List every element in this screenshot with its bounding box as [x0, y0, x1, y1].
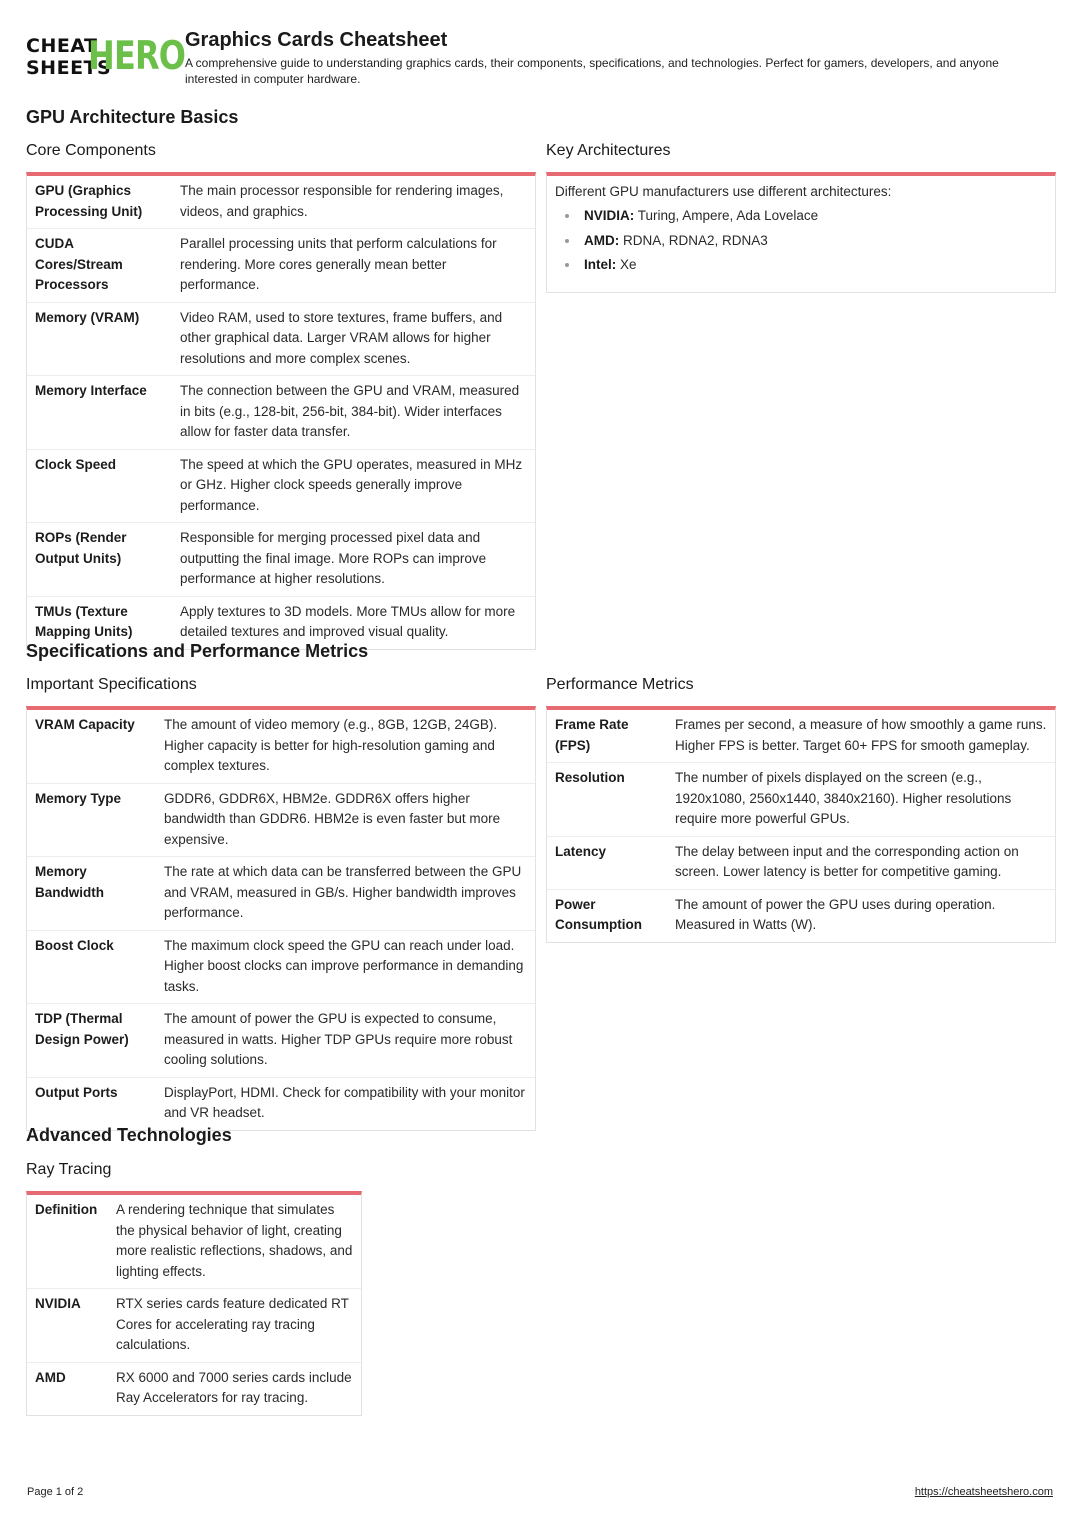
table-row [27, 1078, 535, 1130]
table-row [27, 303, 535, 377]
row-term: ROPs (Render Output Units) [35, 530, 127, 566]
table-row [27, 1004, 535, 1078]
row-term: TDP (Thermal Design Power) [35, 1011, 129, 1047]
row-description: The maximum clock speed the GPU can reach under load. Higher boost clocks can improve performance in demanding tasks. [164, 937, 524, 994]
row-description: RTX series cards feature dedicated RT Cores for accelerating ray tracing calculations. [116, 1296, 349, 1352]
table-row [27, 710, 535, 784]
row-description: The number of pixels displayed on the screen (e.g., 1920x1080, 2560x1440, 3840x2160). Higher resolutions require more powerful GPUs. [675, 770, 1012, 826]
page-number: Page 1 of 2 [27, 1486, 84, 1498]
row-term: Power Consumption [555, 896, 642, 932]
performance-metrics-card [546, 706, 1056, 943]
section-title-specs: Specifications and Performance Metrics [26, 641, 369, 661]
card-title-core-components: Core Components [26, 142, 156, 159]
card-title-ray-tracing: Ray Tracing [26, 1161, 112, 1178]
row-description: The connection between the GPU and VRAM, measured in bits (e.g., 128-bit, 256-bit, 384-bit). Wider interfaces allow for faster data transfer. [180, 383, 520, 439]
card-title-key-architectures: Key Architectures [546, 142, 671, 159]
row-term: Memory Type [35, 790, 122, 806]
row-description: The rate at which data can be transferred between the GPU and VRAM, measured in GB/s. Higher bandwidth improves performance. [164, 864, 522, 920]
list-item [565, 204, 1047, 229]
row-description: The delay between input and the corresponding action on screen. Lower latency is better for competitive gaming. [675, 843, 1019, 879]
row-term: Boost Clock [35, 937, 114, 953]
row-description: The amount of video memory (e.g., 8GB, 12GB, 24GB). Higher capacity is better for high-resolution gaming and complex textures. [164, 717, 498, 773]
important-specs-table [27, 710, 535, 1130]
row-term: Memory Bandwidth [35, 864, 104, 900]
key-architectures-intro: Different GPU manufacturers use different architectures: [555, 184, 892, 199]
core-components-table [27, 176, 535, 649]
page-title: Graphics Cards Cheatsheet [185, 29, 448, 51]
logo [26, 34, 186, 80]
table-row [27, 1195, 361, 1289]
row-description: The amount of power the GPU uses during operation. Measured in Watts (W). [675, 896, 996, 932]
card-title-performance-metrics: Performance Metrics [546, 676, 694, 693]
table-row [547, 890, 1055, 942]
key-architectures-card [546, 172, 1056, 293]
site-link[interactable]: https://cheatsheetshero.com [914, 1486, 1053, 1498]
list-item [565, 229, 1047, 254]
table-row [27, 229, 535, 303]
row-description: The main processor responsible for rendering images, videos, and graphics. [180, 183, 504, 219]
arch-names: Turing, Ampere, Ada Lovelace [637, 208, 819, 223]
important-specs-card [26, 706, 536, 1131]
logo-text-cheat: CHEAT [26, 35, 98, 57]
table-row [27, 450, 535, 524]
row-description: GDDR6, GDDR6X, HBM2e. GDDR6X offers higher bandwidth than GDDR6. HBM2e is even faster but more expensive. [164, 790, 501, 847]
row-term: Memory (VRAM) [35, 309, 140, 325]
row-term: VRAM Capacity [35, 717, 135, 732]
table-row [27, 857, 535, 931]
row-term: AMD [35, 1369, 66, 1385]
table-row [547, 837, 1055, 890]
arch-brand: Intel: [584, 257, 617, 272]
row-term: CUDA Cores/Stream Processors [35, 236, 123, 292]
section-title-advanced: Advanced Technologies [26, 1125, 232, 1145]
row-term: Resolution [555, 770, 625, 785]
arch-names: Xe [620, 257, 637, 272]
table-row [27, 1363, 361, 1415]
row-description: RX 6000 and 7000 series cards include Ray Accelerators for ray tracing. [116, 1369, 352, 1405]
row-description: DisplayPort, HDMI. Check for compatibility with your monitor and VR headset. [164, 1084, 525, 1120]
row-description: Apply textures to 3D models. More TMUs allow for more detailed textures and improved visual quality. [180, 603, 516, 639]
row-description: Frames per second, a measure of how smoothly a game runs. Higher FPS is better. Target 60+ FPS for smooth gameplay. [675, 717, 1047, 753]
row-term: Clock Speed [35, 456, 117, 472]
table-row [27, 376, 535, 450]
row-description: Video RAM, used to store textures, frame buffers, and other graphical data. Larger VRAM allows for higher resolutions and more complex scenes. [180, 309, 503, 366]
key-architectures-list [547, 204, 1055, 288]
core-components-card [26, 172, 536, 650]
table-row [547, 763, 1055, 837]
table-row [27, 784, 535, 858]
card-title-important-specs: Important Specifications [26, 676, 197, 693]
arch-brand: AMD: [584, 232, 620, 248]
row-term: Frame Rate (FPS) [555, 717, 629, 753]
row-term: TMUs (Texture Mapping Units) [35, 603, 133, 639]
logo-text-sheets: SHEETS [26, 57, 112, 79]
section-title-architecture: GPU Architecture Basics [26, 107, 239, 127]
row-description: Responsible for merging processed pixel data and outputting the final image. More ROPs can improve performance at higher resolutions. [180, 530, 487, 586]
logo-text-hero: HERO [88, 34, 186, 79]
row-term: Output Ports [35, 1084, 118, 1100]
performance-metrics-table [547, 710, 1055, 942]
table-row [27, 176, 535, 229]
table-row [27, 931, 535, 1005]
row-term: Memory Interface [35, 383, 147, 398]
ray-tracing-card [26, 1191, 362, 1416]
table-row [27, 1289, 361, 1363]
row-description: The speed at which the GPU operates, measured in MHz or GHz. Higher clock speeds generally improve performance. [180, 456, 523, 513]
table-row [547, 710, 1055, 763]
list-item [565, 253, 1047, 278]
row-term: GPU (Graphics Processing Unit) [35, 183, 143, 219]
ray-tracing-table [27, 1195, 361, 1415]
arch-brand: NVIDIA: [584, 208, 635, 223]
row-term: Definition [35, 1202, 98, 1217]
page-subtitle: A comprehensive guide to understanding graphics cards, their components, specifications, and technologies. Perfect for gamers, developers, and anyone interested in computer hardware. [185, 56, 999, 86]
row-description: The amount of power the GPU is expected to consume, measured in watts. Higher TDP GPUs require more robust cooling solutions. [164, 1011, 513, 1067]
row-description: A rendering technique that simulates the physical behavior of light, creating more realistic reflections, shadows, and lighting effects. [116, 1202, 353, 1279]
row-term: NVIDIA [35, 1296, 81, 1311]
row-term: Latency [555, 843, 607, 859]
table-row [27, 523, 535, 597]
row-description: Parallel processing units that perform calculations for rendering. More cores generally mean better performance. [180, 236, 497, 292]
arch-names: RDNA, RDNA2, RDNA3 [623, 232, 768, 248]
